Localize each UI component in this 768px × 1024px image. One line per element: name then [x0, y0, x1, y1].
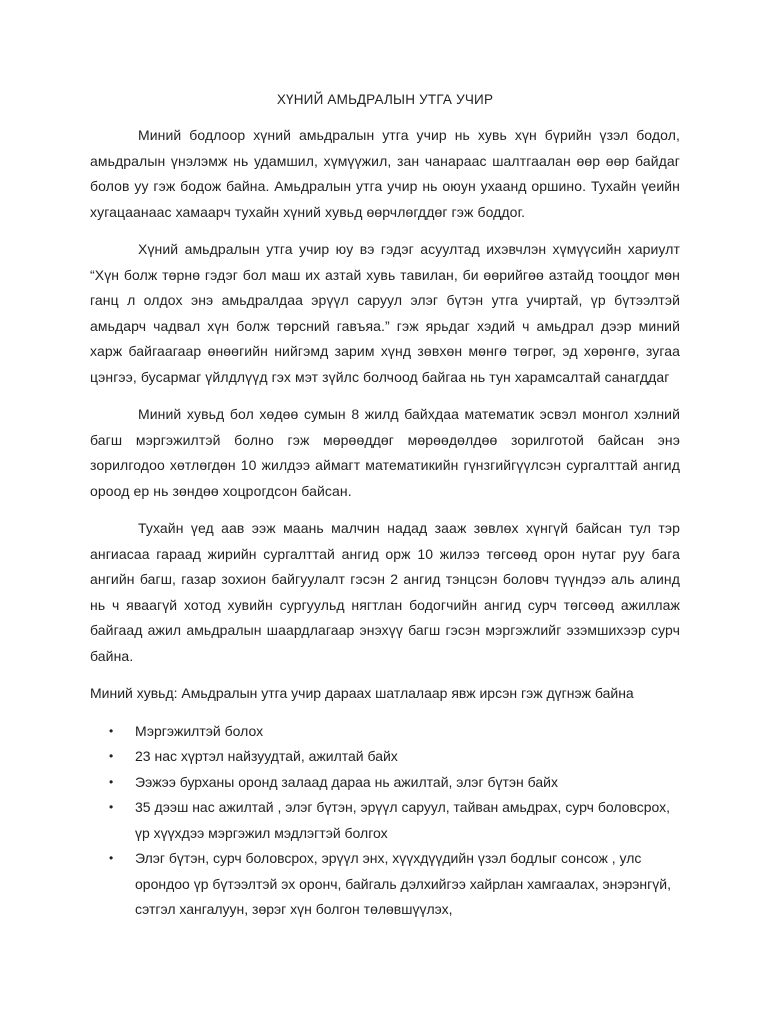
list-item-text: Мэргэжилтэй болох — [135, 722, 264, 739]
document-page — [90, 92, 680, 923]
list-item-text: Элэг бүтэн, сурч боловсрох, эрүүл энх, хүүхдүүдийн үзэл бодлыг сонсож , улс орондоо үр бүтээлтэй эх оронч, байгаль дэлхийгээ хайрлан хамгаалах, энэрэнгүй, сэтгэл хангалуун, зөрэг хүн болгон төлөвшүүлэх, — [135, 850, 671, 917]
list-item — [90, 770, 680, 796]
paragraph-2: Хүний амьдралын утга учир юу вэ гэдэг асуултад ихэвчлэн хүмүүсийн хариулт “Хүн болж төрнө гэдэг бол маш их азтай хувь тавилан, би өөрийгөө азтайд тооцдог мөн ганц л олдох энэ амьдралдаа эрүүл саруул элэг бүтэн утга учиртай, үр бүтээлтэй амьдарч чадвал хүн болж төрсний гавъяа.” гэж ярьдаг хэдий ч амьдрал дээр миний харж байгаагаар өнөөгийн нийгэмд зарим хүнд зөвхөн мөнгө төгрөг, эд хөрөнгө, зугаа цэнгээ, бусармаг үйлдлүүд гэх мэт зүйлс болчоод байгаа нь тун харамсалтай санагддаг — [90, 241, 680, 385]
list-item-text: 23 нас хүртэл найзуудтай, ажилтай байх — [135, 748, 398, 764]
bullet-list — [90, 719, 680, 923]
bullet-icon: • — [109, 774, 114, 789]
bullet-icon: • — [109, 851, 114, 865]
list-item — [90, 744, 680, 770]
bullet-icon: • — [109, 749, 114, 763]
bullet-icon: • — [109, 800, 114, 814]
list-item — [90, 795, 680, 846]
document-title: ХҮНИЙ АМЬДРАЛЫН УТГА УЧИР — [276, 92, 494, 107]
paragraph-3: Миний хувьд бол хөдөө сумын 8 жилд байхдаа математик эсвэл монгол хэлний багш мэргэжилтэй болно гэж мөрөөддөг мөрөөдөлдөө зорилготой байсан энэ зорилгодоо хөтлөгдөн 10 жилдээ аймагт математикийн гүнзгийгүүлсэн сургалттай ангид ороод ер нь зөндөө хоцрогдсон байсан. — [90, 406, 680, 499]
paragraph-4: Тухайн үед аав ээж маань малчин надад зааж зөвлөх хүнгүй байсан тул тэр ангиасаа гараад жирийн сургалттай ангид орж 10 жилээ төгсөөд орон нутаг руу бага ангийн багш, газар зохион байгуулалт гэсэн 2 ангид тэнцсэн боловч түүндээ аль алинд нь ч яваагүй хотод хувийн сургуульд нягтлан бодогчийн ангид сурч төгсөөд ажиллаж байгаад ажил амьдралын шаардлагаар энэхүү багш гэсэн мэргэжлийг эзэмшихээр сурч байна. — [90, 520, 680, 664]
list-item — [90, 846, 680, 923]
list-item-text: 35 дээш нас ажилтай , элэг бүтэн, эрүүл саруул, тайван амьдрах, сурч боловсрох, үр хүүхдээ мэргэжил мэдлэгтэй болгох — [135, 799, 671, 841]
list-item-text: Ээжээ бурханы оронд залаад дараа нь ажилтай, элэг бүтэн байх — [135, 773, 558, 790]
summary-lead: Миний хувьд: Амьдралын утга учир дараах шатлалаар явж ирсэн гэж дүгнэж байна — [90, 685, 634, 701]
bullet-icon: • — [109, 723, 114, 738]
list-item — [90, 719, 680, 745]
paragraph-1: Миний бодлоор хүний амьдралын утга учир нь хувь хүн бүрийн үзэл бодол, амьдралын үнэлэмж нь удамшил, хүмүүжил, зан чанараас шалтгаалан өөр өөр байдаг болов уу гэж бодож байна. Амьдралын утга учир нь оюун ухаанд оршино. Тухайн үеийн хугацаанаас хамаарч тухайн хүний хувьд өөрчлөгддөг гэж боддог. — [90, 127, 680, 220]
